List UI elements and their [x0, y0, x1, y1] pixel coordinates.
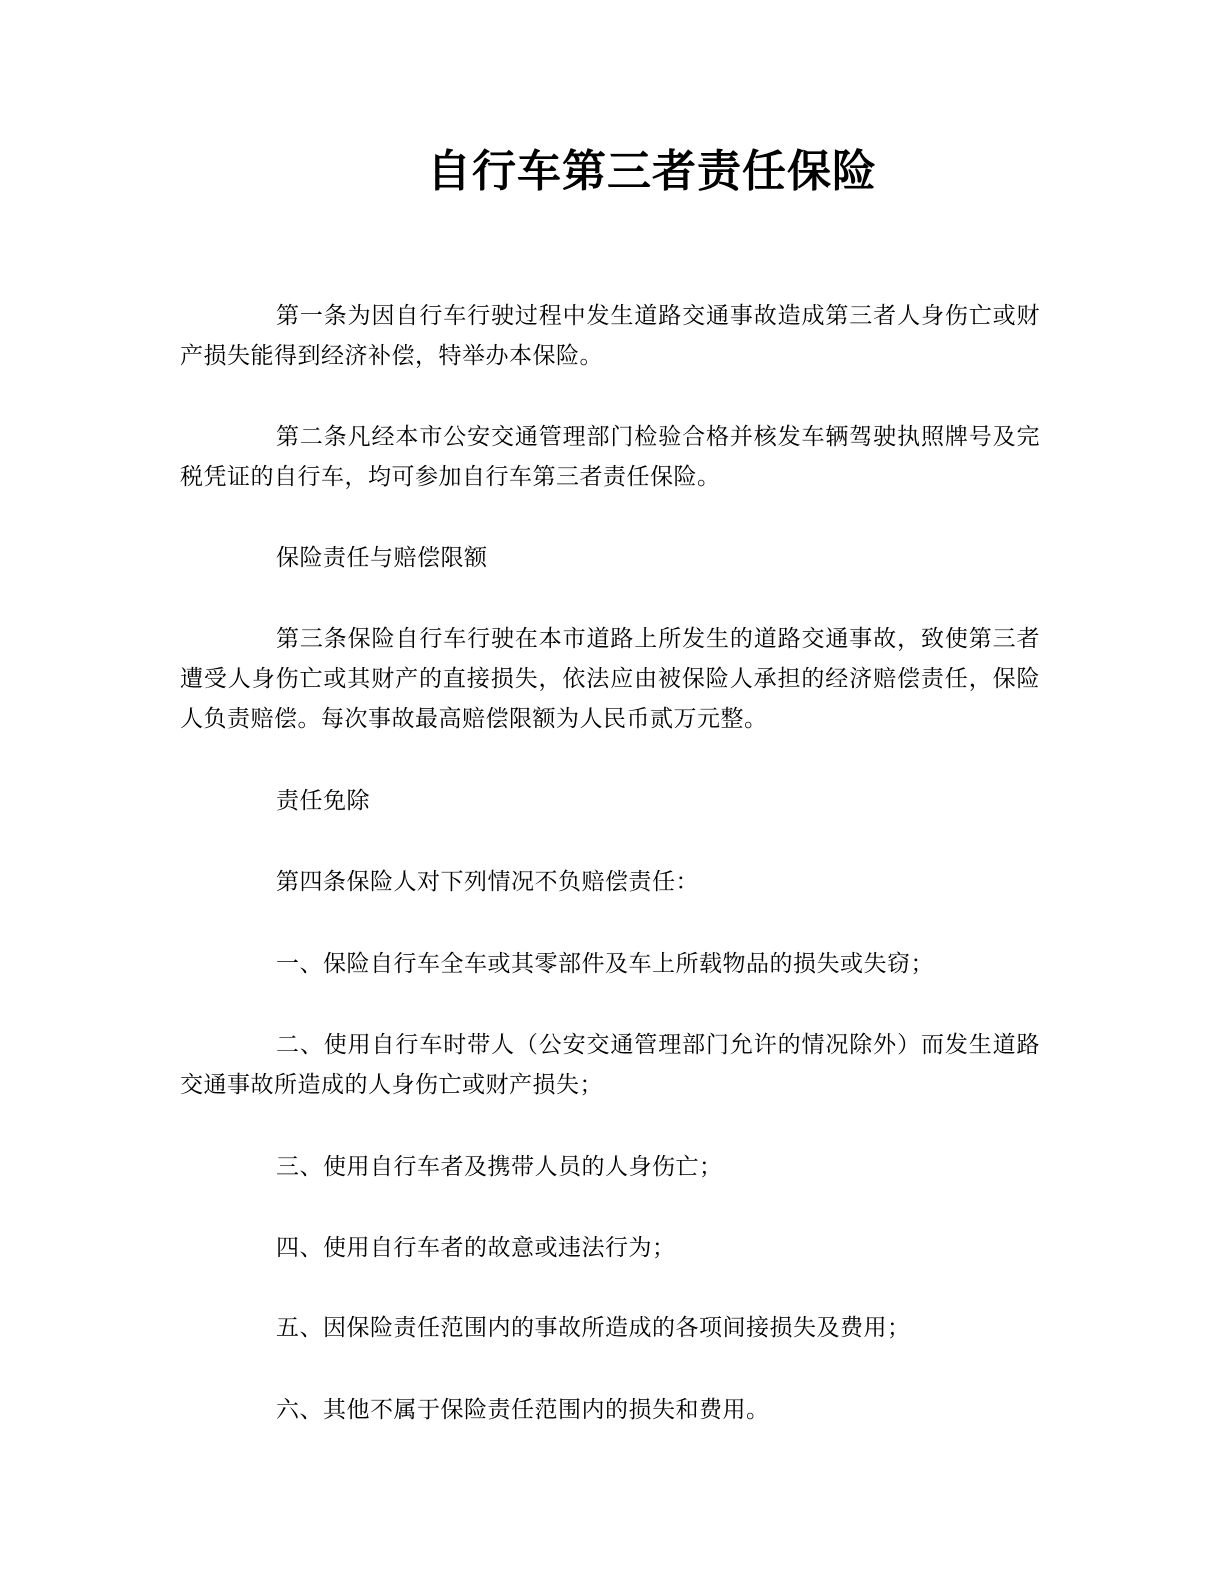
article-1-paragraph: 第一条为因自行车行驶过程中发生道路交通事故造成第三者人身伤亡或财产损失能得到经济补偿，特举办本保险。 — [180, 303, 1040, 369]
article-2-paragraph: 第二条凡经本市公安交通管理部门检验合格并核发车辆驾驶执照牌号及完税凭证的自行车，均可参加自行车第三者责任保险。 — [180, 424, 1040, 490]
exclusion-item-5: 五、因保险责任范围内的事故所造成的各项间接损失及费用； — [276, 1315, 911, 1341]
article-4-paragraph: 第四条保险人对下列情况不负赔偿责任： — [276, 869, 699, 895]
article-3-paragraph: 第三条保险自行车行驶在本市道路上所发生的道路交通事故，致使第三者遭受人身伤亡或其财产的直接损失，依法应由被保险人承担的经济赔偿责任，保险人负责赔偿。每次事故最高赔偿限额为人民币贰万元整。 — [180, 626, 1040, 732]
section-heading-exclusions: 责任免除 — [276, 788, 370, 814]
section-heading-liability: 保险责任与赔偿限额 — [276, 545, 488, 571]
exclusion-item-1: 一、保险自行车全车或其零部件及车上所载物品的损失或失窃； — [276, 951, 934, 977]
exclusion-item-6: 六、其他不属于保险责任范围内的损失和费用。 — [276, 1397, 770, 1423]
page-title: 自行车第三者责任保险 — [427, 146, 877, 197]
exclusion-item-2: 二、使用自行车时带人（公安交通管理部门允许的情况除外）而发生道路交通事故所造成的人身伤亡或财产损失； — [180, 1032, 1040, 1098]
exclusion-item-3: 三、使用自行车者及携带人员的人身伤亡； — [276, 1154, 723, 1180]
exclusion-item-4: 四、使用自行车者的故意或违法行为； — [276, 1235, 676, 1261]
